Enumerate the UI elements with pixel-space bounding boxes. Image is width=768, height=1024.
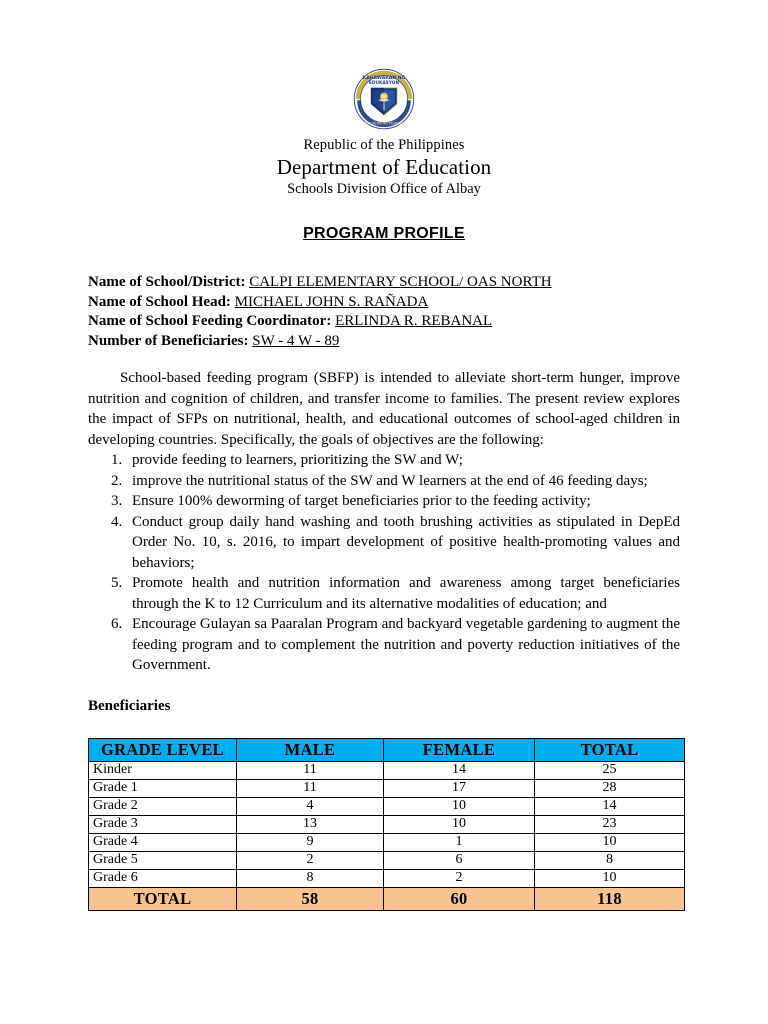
cell-grade-level: Grade 3 xyxy=(89,815,237,833)
cell-total-total: 118 xyxy=(535,887,685,910)
cell-female: 2 xyxy=(384,869,535,887)
cell-female: 10 xyxy=(384,815,535,833)
table-total-row xyxy=(89,887,685,910)
cell-male: 4 xyxy=(237,797,384,815)
cell-total: 25 xyxy=(535,761,685,779)
cell-female: 14 xyxy=(384,761,535,779)
cell-male: 13 xyxy=(237,815,384,833)
list-item: 6. Encourage Gulayan sa Paaralan Program and backyard vegetable gardening to augment the feeding program and to complement the nutrition and poverty reduction initiatives of the Government. xyxy=(126,614,680,676)
svg-text:EDUKASYON: EDUKASYON xyxy=(368,81,400,87)
cell-grade-level: Grade 2 xyxy=(89,797,237,815)
table-header-row xyxy=(89,738,685,761)
column-header-grade-level: GRADE LEVEL xyxy=(89,738,237,761)
table-row xyxy=(89,833,685,851)
table-row xyxy=(89,779,685,797)
letterhead xyxy=(0,0,768,199)
table-row xyxy=(89,851,685,869)
field-school-district-value: CALPI ELEMENTARY SCHOOL/ OAS NORTH xyxy=(249,274,552,290)
column-header-male: MALE xyxy=(237,738,384,761)
cell-grade-level: Grade 6 xyxy=(89,869,237,887)
cell-male: 2 xyxy=(237,851,384,869)
cell-female: 6 xyxy=(384,851,535,869)
column-header-total: TOTAL xyxy=(535,738,685,761)
field-school-head-value: MICHAEL JOHN S. RAÑADA xyxy=(234,293,429,310)
field-feeding-coordinator xyxy=(88,312,684,332)
cell-male: 9 xyxy=(237,833,384,851)
field-number-beneficiaries-value: SW - 4 W - 89 xyxy=(252,332,340,349)
cell-total-female: 60 xyxy=(384,887,535,910)
cell-grade-level: Kinder xyxy=(89,761,237,779)
cell-grade-level: Grade 1 xyxy=(89,779,237,797)
cell-total: 14 xyxy=(535,797,685,815)
profile-fields xyxy=(88,273,684,351)
cell-total: 10 xyxy=(535,869,685,887)
field-school-head-label: Name of School Head: xyxy=(88,293,231,310)
cell-female: 1 xyxy=(384,833,535,851)
table-row xyxy=(89,797,685,815)
page-title: PROGRAM PROFILE xyxy=(303,225,465,242)
svg-text:REPUBLIKA NG PILIPINAS: REPUBLIKA NG PILIPINAS xyxy=(364,121,404,126)
beneficiaries-table-wrap xyxy=(88,738,684,911)
field-feeding-coordinator-label: Name of School Feeding Coordinator: xyxy=(88,313,332,329)
cell-grade-level: Grade 5 xyxy=(89,851,237,869)
cell-total: 28 xyxy=(535,779,685,797)
beneficiaries-table xyxy=(88,738,685,911)
intro-paragraph: School-based feeding program (SBFP) is intended to alleviate short-term hunger, improve nutrition and cognition of children, and transfer income to families. The present review explores the impact of SFPs on nutritional, health, and educational outcomes of school-aged children in developing countries. Specifically, the goals of objectives are the following: xyxy=(88,370,680,448)
cell-male: 11 xyxy=(237,779,384,797)
cell-total: 8 xyxy=(535,851,685,869)
letterhead-line-department: Department of Education xyxy=(276,155,492,179)
cell-total: 23 xyxy=(535,815,685,833)
cell-female: 10 xyxy=(384,797,535,815)
objectives-list xyxy=(88,450,680,676)
cell-female: 17 xyxy=(384,779,535,797)
list-item: 4. Conduct group daily hand washing and tooth brushing activities as stipulated in DepEd Order No. 10, s. 2016, to impart development of positive health-promoting values and behaviors; xyxy=(126,512,680,574)
field-number-beneficiaries xyxy=(88,332,684,352)
table-row xyxy=(89,815,685,833)
deped-seal-icon xyxy=(353,68,415,130)
cell-total-male: 58 xyxy=(237,887,384,910)
cell-total-label: TOTAL xyxy=(89,887,237,910)
letterhead-line-republic: Republic of the Philippines xyxy=(303,137,465,153)
list-item: 2. improve the nutritional status of the SW and W learners at the end of 46 feeding days; xyxy=(126,471,680,492)
cell-total: 10 xyxy=(535,833,685,851)
cell-grade-level: Grade 4 xyxy=(89,833,237,851)
column-header-female: FEMALE xyxy=(384,738,535,761)
cell-male: 11 xyxy=(237,761,384,779)
table-row xyxy=(89,869,685,887)
list-item: 3. Ensure 100% deworming of target beneficiaries prior to the feeding activity; xyxy=(126,491,680,512)
field-school-head xyxy=(88,293,684,313)
list-item: 1. provide feeding to learners, prioritizing the SW and W; xyxy=(126,450,680,471)
field-number-beneficiaries-label: Number of Beneficiaries: xyxy=(88,332,249,349)
beneficiaries-caption: Beneficiaries xyxy=(88,697,171,714)
svg-text:KAGAWARAN NG: KAGAWARAN NG xyxy=(362,76,406,82)
field-school-district-label: Name of School/District: xyxy=(88,274,246,290)
field-school-district xyxy=(88,273,684,293)
letterhead-line-division: Schools Division Office of Albay xyxy=(287,181,481,197)
field-feeding-coordinator-value: ERLINDA R. REBANAL xyxy=(335,313,493,329)
list-item: 5. Promote health and nutrition information and awareness among target beneficiaries through the K to 12 Curriculum and its alternative modalities of education; and xyxy=(126,573,680,614)
cell-male: 8 xyxy=(237,869,384,887)
table-row xyxy=(89,761,685,779)
